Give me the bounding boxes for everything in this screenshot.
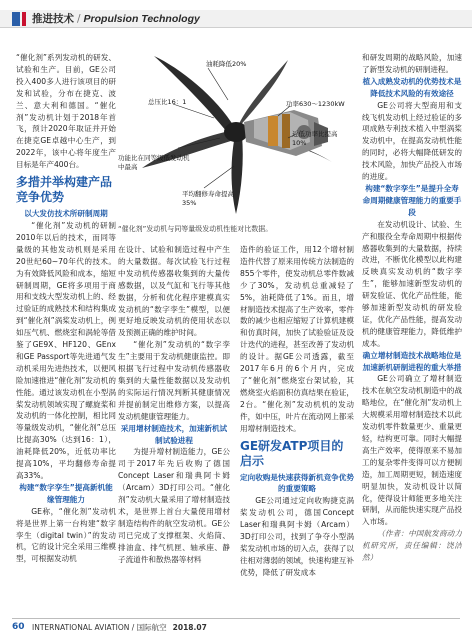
engine-figure <box>118 38 354 224</box>
subheading: 构建“数字孪生”提高新机能缘管理能力 <box>19 482 113 504</box>
author-note: （作者：中国航发商动力机研究所，责任编辑：饶洁然） <box>362 529 462 563</box>
subheading: 以大发仿技术所研制周期 <box>24 209 108 219</box>
page-header <box>0 0 472 40</box>
paragraph: GE公司通过定向收购捷克涡桨发动机公司，德国Concept Laser和瑞典阿卡姆（Arcam）3D打印公司，找到了争夺小型涡桨发动机市场的切入点，获得了以往相对薄弱的领域，快速构建互补优势，降低了研发成本 <box>240 496 354 577</box>
page-footer <box>0 612 472 640</box>
paragraph: “催化剂”发动机的“数字孪生”主要用于发动机健康监控。即根据飞行过程中发动机传感器收集到的大量性能数据以及发动机的实际运行情况判断其健康情况并提前制定出维修方案，以提高发动机健康管理能力。 <box>118 340 230 421</box>
paragraph: “催化剂”系列发动机的研发、试验和生产。目前，GE公司投入400多人进行该项目的研发和试验，分布在捷克、波兰、意大利和德国。“催化剂”发动机计划于2018年首飞，预计2020年取证并开始在捷克GE卓越中心生产，到2022年，该中心将年度生产目标是年产400台。 <box>16 53 116 170</box>
paragraph: 造件的验证工作，用12个增材制造件代替了原来用传统方法制造的855个零件，使发动机总零件数减少了30%，发动机总重减轻了5%，油耗降低了1%。而且，增材制造技术提高了生产效率，零件数的减少也相应缩短了计算机建模和仿真时间，加快了试验验证及设计迭代的进程，甚至改善了发动机的设计。据GE公司透露，截至2017年6月的6个月内，完成了“催化剂”燃烧室台架试验，其燃烧室火焰面积仿真结果在验证，2台。“催化剂”发动机机的发动件，如中压，叶片在流动网上都采用增材制造技术。 <box>240 245 354 433</box>
paragraph: 在发动机设计、试验、生产和服役全寿命周期中根据传感器收集到的大量数据，持续改进，不断优化模型以此构建反映真实发动机的“数字孪生”，能够加速新型发动机的研发验证、优化产品性能，能够加速新型发动机的研发验证，优化产品性能，提高发动机的健康管理能力，降低维护成本。 <box>362 219 462 348</box>
subheading: 定向收购是快速获得新机竞争优势的重要策略 <box>240 472 354 494</box>
subheading: 确立增材制造技术战略地位是加速新机研制进程的重大举措 <box>362 350 462 372</box>
issue-number: 2018.07 <box>172 623 207 632</box>
callout-power-weight: 近低功率比提高10% <box>292 130 338 147</box>
section-title-cn: 推进技术 <box>32 13 74 25</box>
paragraph: GE称，“催化剂”发动机将是世界上第一台构建“数字孪生（digital twin）”的发动机，它的设计完全采用三维模型，可根据发动机 <box>16 506 116 564</box>
paragraph-tail: 材料 <box>186 554 202 564</box>
text-column-2 <box>118 244 230 612</box>
header-blue-mark <box>12 12 20 26</box>
paragraph: “催化剂”发动机的研制2010年以后的技术，而同等量级的其他发动机则是采用20世纪60~70年代的技术。为有效降低风险和成本，缩短研制周期，GE将多项用于商用和支线大型发动机上的、经过验证的成熟技术和结构集成到“催化剂”涡桨发动机上，例如压气机、燃烧室和涡轮等借鉴了GE9X、HF120、GEnx和GE Passport等先进通气发动机采用先进热技术，以便风险加速推进“催化剂”发动机的性能。通过该发动机在小型涡桨发动机领域实现了螺旋桨和发动机的一体化控制，相比同等量级发动机，“催化剂”总压比提高30%（达到16：1），油耗降低20%，近低功率比提高10%，平均翻修寿命提高33%。 <box>16 220 116 480</box>
header-red-mark <box>22 12 26 26</box>
page-number: 60 <box>12 622 25 632</box>
paragraph: GE公司确立了增材制造技术在航空发动机制造中的战略地位，在“催化剂”发动机上大规模采用增材制造技术以此发动机零件数量更少、重量更轻，结构更可靠。同时大幅提高生产效率，使得原来不易加工的复杂零件变得可以方便制造，加工周期更短，制造速度明显加快，发动机设计以简化，使得设计师能更多地关注研制，从而能快速实现产品投入市场。 <box>362 374 462 527</box>
paragraph <box>118 446 230 565</box>
section-title-en: Propulsion Technology <box>83 13 200 25</box>
callout-fuel-burn: 油耗降低20% <box>206 60 247 68</box>
figure-caption: “催化剂”发动机与同等量级发动机性能对比数据。 <box>118 225 273 233</box>
text-column-1 <box>16 52 116 612</box>
subheading: 采用增材制造技术，加速新机试制试验进程 <box>120 423 228 445</box>
footer-rule <box>12 618 460 619</box>
section-heading: 多措并举构建产品竞争优势 <box>16 175 113 205</box>
text-column-4 <box>362 52 462 612</box>
paragraph: GE公司将大型商用和支线飞机发动机上经过验证的多项成熟专利技术植入中型涡桨发动机中，在提高发动机性能的同时，必将大幅降低研发的技术风险，加快产品投入市场的进度。 <box>362 100 462 182</box>
section-heading: GE研发ATP项目的启示 <box>240 438 344 468</box>
text-column-3 <box>240 244 354 612</box>
callout-maintenance: 功能比在同等级低发动机中最高 <box>118 154 190 171</box>
paragraph: 和研发周期的战略风险，加速了新型发动机的研制进程。 <box>362 53 462 74</box>
magazine-name: INTERNATIONAL AVIATION / 国际航空 <box>32 623 167 632</box>
footer-magazine <box>32 622 207 633</box>
subheading: 构建“数字孪生”是提升全寿命周期健康管理能力的重要手段 <box>362 183 462 217</box>
callout-power: 功率630～1230kW <box>286 100 345 108</box>
subheading: 植入成熟发动机的优势技术是降低技术风险的有效途径 <box>362 76 462 98</box>
section-title <box>32 11 200 27</box>
paragraph: 在设计、试验和制造过程中产生的大量数据。每次试验飞行过程中发动机传感器收集到的大量传感数据，以及气缸和飞行等其他数据，分析和优化程序建模真实发动机的“数字孪生”模型，以便更好地反映发动机的使用状态以及预测正确的维护时间。 <box>118 245 230 338</box>
callout-pressure-ratio: 总压比16：1 <box>148 98 187 106</box>
paragraph-text: 为提升增材制造能力，GE公司于2017年先后收购了德国Concept Laser和瑞典阿卡姆（Arcam）3D打印公司。“催化剂”发动机大量采用了增材制造技术，是世界上首台大量使用增材制造结构件的航空发动机。GE公司已完成了支撑框架、火焰筒、排油盒、排气机匣、轴承座、静子流道件和散热器等 <box>118 447 230 564</box>
section-title-separator: / <box>77 13 81 25</box>
callout-mtbf: 平均翻修寿命提高35% <box>182 190 234 207</box>
